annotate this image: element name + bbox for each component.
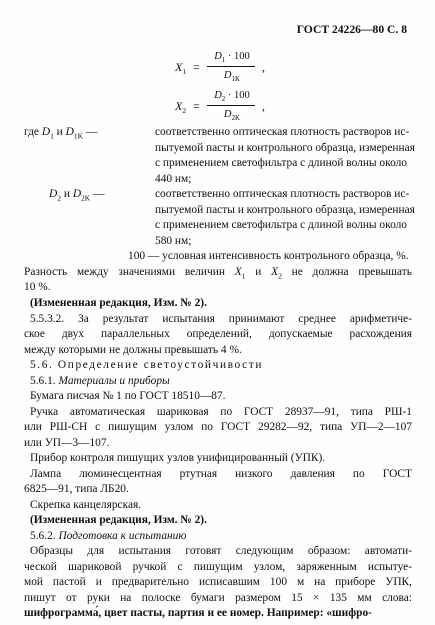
- definition-2-term: $D_2$ и $D_{2K}$ —: [49, 188, 105, 203]
- equals-sign: =: [193, 60, 200, 74]
- para-5532-line-3: между которыми не должны превышать 4 %.: [24, 343, 242, 356]
- equals-sign: =: [193, 99, 200, 113]
- subsection-562: 5.6.2. Подготовка к испытанию: [30, 529, 187, 542]
- definition-2-line-4: 580 нм;: [155, 234, 192, 247]
- amendment-note-1: (Измененная редакция, Изм. № 2).: [30, 297, 207, 309]
- definition-3: 100 — условная интенсивность контрольного образца, %.: [128, 250, 409, 262]
- formula-comma: ,: [262, 60, 265, 74]
- amendment-note-2: (Измененная редакция, Изм. № 2).: [30, 514, 207, 526]
- para-difference-line-2: 10 %.: [24, 281, 51, 293]
- para-562-line-2: ческой шариковой ручкой с пишущим узлом, заряженным испытуе-: [24, 560, 412, 573]
- item-pen-line-2: или РШ-СН с пишущим узлом по ГОСТ 29282—92, типа УП—2—107: [24, 421, 412, 433]
- fraction-bar: [207, 66, 255, 67]
- para-562-line-4: пишут от руки на полоске бумаги размером 15 × 135 мм слова:: [24, 591, 412, 604]
- definition-2-line-1: соответственно оптическая плотность растворов ис-: [155, 188, 410, 200]
- item-lamp-line-2: 6825—91, типа ЛБ20.: [24, 483, 129, 495]
- formula-x1-lhs: $X_1$: [175, 60, 187, 76]
- item-lamp-line-1: Лампа люминесцентная ртутная низкого давления по ГОСТ: [30, 467, 412, 480]
- item-pen-line-1: Ручка автоматическая шариковая по ГОСТ 28937—91, типа РШ-1: [30, 405, 412, 418]
- item-paper: Бумага писчая № 1 по ГОСТ 18510—87.: [30, 390, 226, 402]
- definition-1-line-4: 440 нм;: [155, 172, 192, 185]
- item-clip: Скрепка канцелярская.: [30, 498, 142, 511]
- formula-comma: ,: [262, 99, 265, 113]
- definition-1-term: где $D_1$ и $D_{1K}$ —: [24, 126, 98, 141]
- formula-x1-denominator: $D_{1K}$: [223, 70, 241, 83]
- para-562-line-5: шифрограмма́, цвет пасты, партия и ее номер. Например: «шифро-: [24, 607, 372, 619]
- definition-2-line-3: с применением светофильтра с длиной волны около: [155, 219, 408, 231]
- formula-x1-numerator: $D_1 \cdot 100$: [214, 51, 250, 64]
- item-control-device: Прибор контроля пишущих узлов унифицированный (УПК).: [30, 452, 326, 464]
- formula-x2-denominator: $D_{2K}$: [223, 109, 241, 122]
- fraction-bar: [207, 105, 255, 106]
- definition-1-line-2: пытуемой пасты и контрольного образца, измеренная: [155, 141, 415, 154]
- item-pen-line-3: или УП—3—107.: [24, 436, 110, 449]
- section-heading-56: 5.6. Определение светоустойчивости: [30, 359, 264, 371]
- formula-x2-lhs: $X_2$: [175, 99, 187, 115]
- para-5532-line-1: 5.5.3.2. За результат испытания принимают среднее арифметиче-: [30, 312, 412, 325]
- formula-x2-numerator: $D_2 \cdot 100$: [214, 90, 250, 103]
- para-difference-line-1: Разность между значениями величин $X_1$ и $X_2$ не должна превышать: [24, 265, 412, 280]
- definition-1-line-3: с применением светофильтра с длиной волны около: [155, 157, 408, 169]
- definition-1-line-1: соответственно оптическая плотность растворов ис-: [155, 126, 410, 138]
- definition-2-line-2: пытуемой пасты и контрольного образца, измеренная: [155, 203, 415, 216]
- para-562-line-1: Образцы для испытания готовят следующим образом: автомати-: [30, 545, 412, 557]
- page-header: ГОСТ 24226—80 С. 8: [296, 23, 407, 36]
- para-5532-line-2: ское двух параллельных определений, допускаемые расхождения: [24, 328, 412, 340]
- subsection-561: 5.6.1. Материалы и приборы: [30, 374, 170, 387]
- para-562-line-3: мой пастой и предварительно исписавшим 100 м на приборе УПК,: [24, 576, 412, 588]
